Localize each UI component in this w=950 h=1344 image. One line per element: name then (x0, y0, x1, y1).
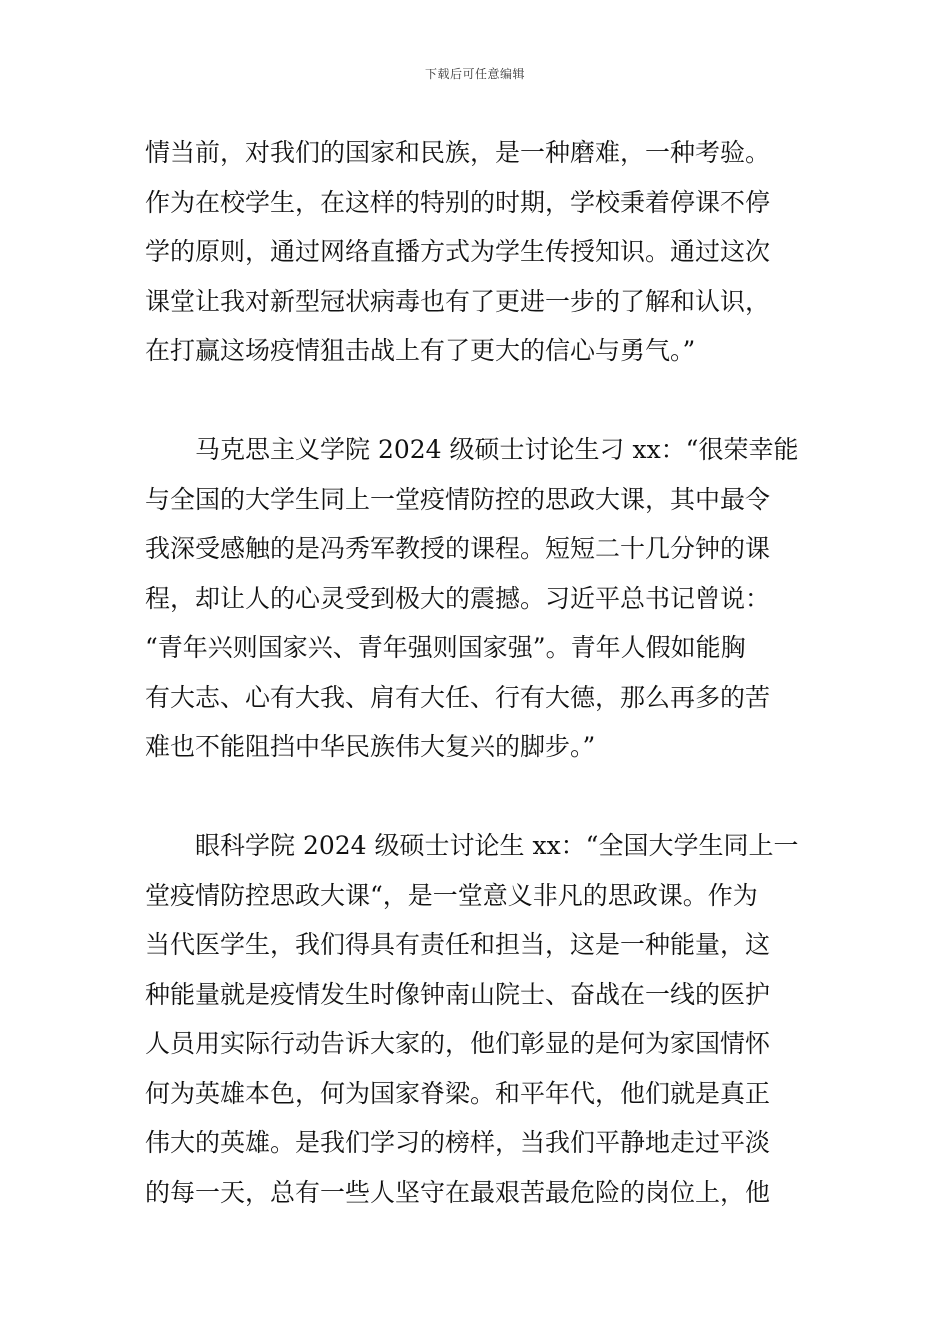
text-line: 何为英雄本色，何为国家脊梁。和平年代，他们就是真正 (145, 1078, 771, 1108)
page-header: 下载后可任意编辑 (424, 67, 525, 81)
text-line: 与全国的大学生同上一堂疫情防控的思政大课，其中最令 (145, 484, 771, 514)
text-line: 人员用实际行动告诉大家的，他们彰显的是何为家国情怀 (145, 1029, 771, 1058)
text-line: 有大志、心有大我、肩有大任、行有大德，那么再多的苦 (145, 682, 771, 712)
text-line: 情当前，对我们的国家和民族，是一种磨难，一种考验。 (145, 138, 771, 167)
text-line: 伟大的英雄。是我们学习的榜样，当我们平静地走过平淡 (145, 1128, 771, 1157)
text-line: 在打赢这场疫情狙击战上有了更大的信心与勇气。” (145, 336, 696, 365)
text-line: 堂疫情防控思政大课“，是一堂意义非凡的思政课。作为 (145, 880, 758, 910)
text-line: 学的原则，通过网络直播方式为学生传授知识。通过这次 (145, 237, 771, 266)
text-line: 程，却让人的心灵受到极大的震撼。习近平总书记曾说： (145, 583, 771, 613)
paragraph-gap (145, 376, 810, 426)
document-body (145, 128, 810, 1217)
text-line: 眼科学院 2024 级硕士讨论生 xx：“全国大学生同上一 (195, 831, 799, 860)
paragraph-1 (145, 128, 810, 376)
text-line: “青年兴则国家兴、青年强则国家强”。青年人假如能胸 (145, 633, 746, 662)
text-line: 当代医学生，我们得具有责任和担当，这是一种能量，这 (145, 930, 771, 959)
text-line: 我深受感触的是冯秀军教授的课程。短短二十几分钟的课 (145, 534, 771, 563)
text-line: 马克思主义学院 2024 级硕士讨论生刁 xx：“很荣幸能 (195, 435, 799, 464)
paragraph-gap (145, 772, 810, 822)
text-line: 种能量就是疫情发生时像钟南山院士、奋战在一线的医护 (145, 979, 771, 1009)
paragraph-3 (145, 821, 810, 1217)
paragraph-2 (145, 425, 810, 772)
text-line: 难也不能阻挡中华民族伟大复兴的脚步。” (145, 732, 596, 761)
text-line: 课堂让我对新型冠状病毒也有了更进一步的了解和认识， (145, 286, 771, 316)
text-line: 的每一天，总有一些人坚守在最艰苦最危险的岗位上，他 (145, 1177, 771, 1207)
text-line: 作为在校学生，在这样的特别的时期，学校秉着停课不停 (145, 187, 771, 217)
